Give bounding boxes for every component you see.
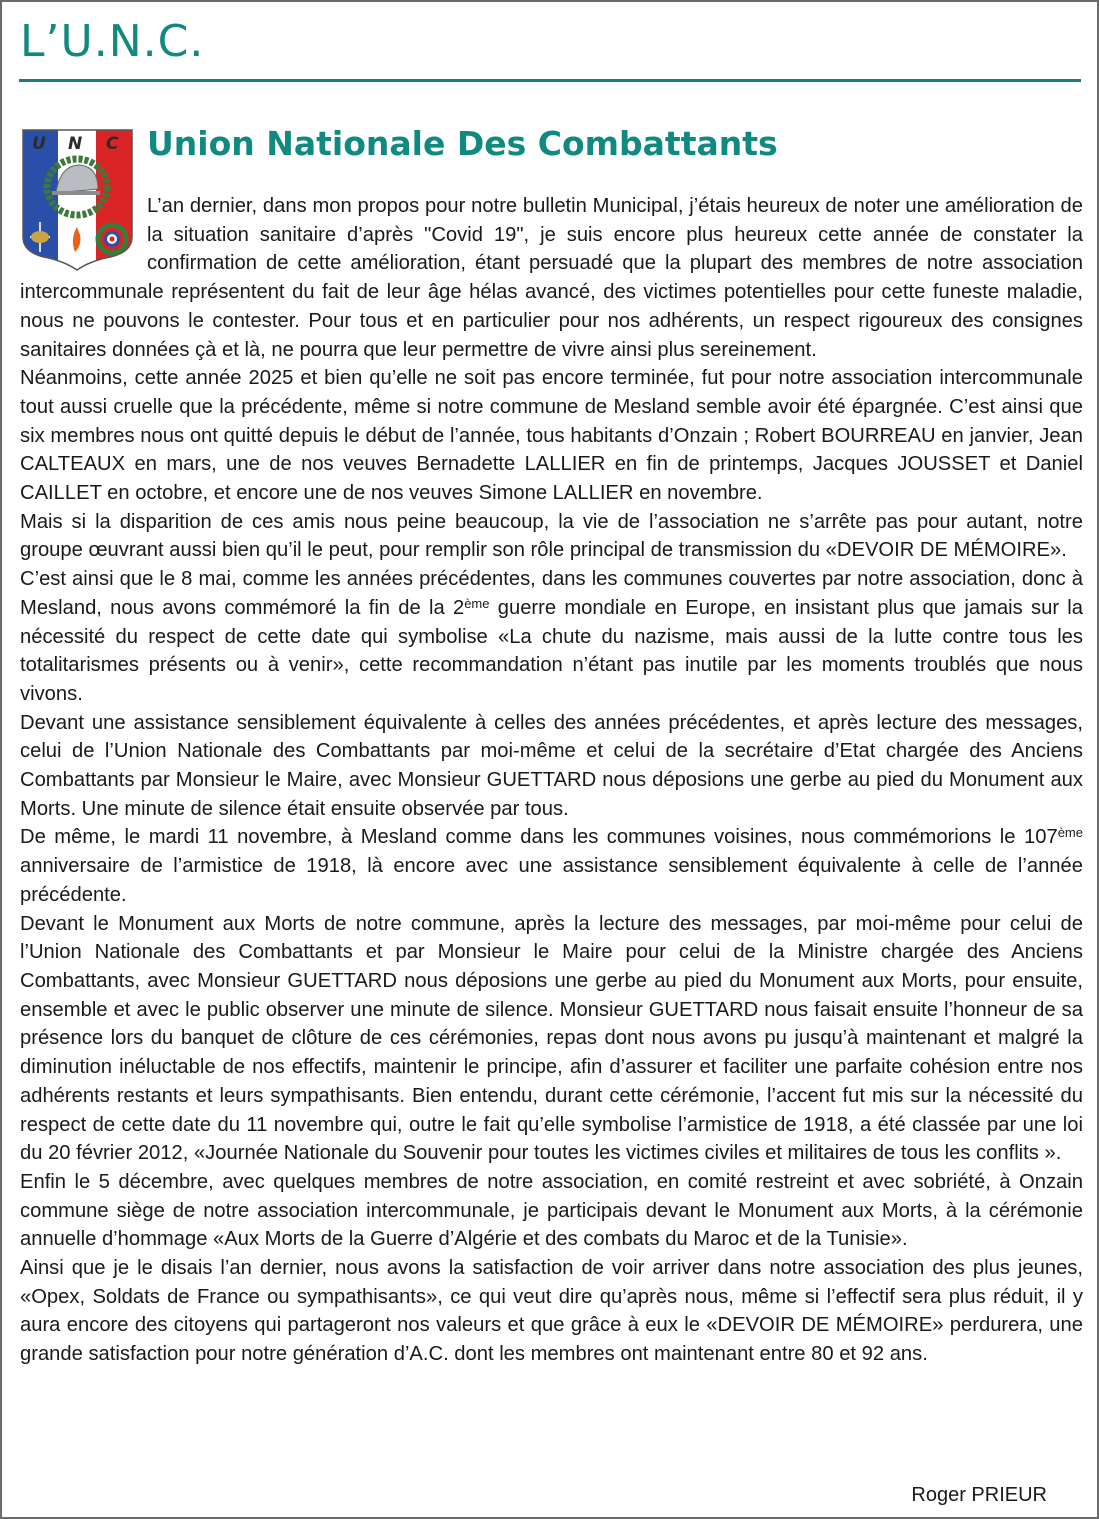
paragraph-6 [20,823,1083,909]
title-divider [19,79,1081,82]
paragraph-text: guerre mondiale en Europe, en insistant plus que jamais sur la nécessité du respect de cette date qui symbolise «La chute du nazisme, mais aussi de la lutte contre tous les totalitarismes présents ou à venir», cette recommandation n’étant pas inutile par les moments troublés que nous vivons. [20,596,1084,705]
ordinal-superscript: ème [1057,825,1083,841]
paragraph-1 [20,192,1083,364]
svg-text:U: U [32,134,46,154]
paragraph-text: De même, le mardi 11 novembre, à Mesland comme dans les communes voisines, nous commémorions le 107 [20,826,1058,849]
author-signature: Roger PRIEUR [911,1484,1047,1506]
paragraph-9 [20,1254,1083,1369]
paragraph-text: Mais si la disparition de ces amis nous peine beaucoup, la vie de l’association ne s’arrête pas pour autant, notre groupe œuvrant aussi bien qu’il le peut, pour remplir son rôle principal de transmission du «DEVOIR DE MÉMOIRE». [20,510,1083,562]
paragraph-text: Ainsi que je le disais l’an dernier, nous avons la satisfaction de voir arriver dans notre association des plus jeunes, «Opex, Soldats de France ou sympathisants», ce qui veut dire qu’après nous, même si l’effectif sera plus réduit, il y aura encore des citoyens qui partageront nos valeurs et que grâce à eux le «DEVOIR DE MÉMOIRE» perdurera, une grande satisfaction pour notre génération d’A.C. dont les membres ont maintenant entre 80 et 92 ans. [20,1257,1083,1366]
ordinal-superscript: ème [464,595,490,611]
article-body [20,192,1083,1369]
paragraph-7 [20,910,1083,1168]
paragraph-text: Devant le Monument aux Morts de notre commune, après la lecture des messages, par moi-même pour celui de l’Union Nationale des Combattants et par Monsieur le Maire pour celui de la Ministre chargée des Anciens Combattants, avec Monsieur GUETTARD nous déposions une gerbe au pied du Monument aux Morts, pour ensuite, ensemble et avec le public observer une minute de silence. Monsieur GUETTARD nous faisait ensuite l’honneur de sa présence lors du banquet de clôture de ces cérémonies, repas dont nous avons pu jusqu’à maintenant et malgré la diminution inéluctable de nos effectifs, maintenir le principe, afin d’assurer et faciliter une parfaite cohésion entre nos adhérents restants et leurs sympathisants. Bien entendu, durant cette cérémonie, l’accent fut mis sur la nécessité du respect de cette date du 11 novembre qui, outre le fait qu’elle symbolise l’armistice de 1918, a été classée par une loi du 20 février 2012, «Journée Nationale du Souvenir pour toutes les victimes civiles et militaires de tous les conflits ». [20,912,1083,1165]
paragraph-3 [20,508,1083,565]
svg-text:N: N [68,134,83,154]
logo-wrap-spacer [20,192,147,278]
article-heading: Union Nationale Des Combattants [147,124,778,163]
paragraph-2 [20,364,1083,508]
paragraph-text: Enfin le 5 décembre, avec quelques membres de notre association, en comité restreint et avec sobriété, à Onzain commune siège de notre association intercommunale, je participais devant le Monument aux Morts, à la cérémonie annuelle d’hommage «Aux Morts de la Guerre d’Algérie et des combats du Maroc et de la Tunisie». [20,1170,1083,1251]
paragraph-text: C’est ainsi que le 8 mai, comme les années précédentes, dans les communes couvertes par notre association, donc à Mesland, nous avons commémoré la fin de la 2 [20,568,1083,619]
paragraph-text: Devant une assistance sensiblement équivalente à celles des années précédentes, et après lecture des messages, celui de l’Union Nationale des Combattants par moi-même et celui de la secrétaire d’Etat chargée des Anciens Combattants par Monsieur le Maire, avec Monsieur GUETTARD nous déposions une gerbe au pied du Monument aux Morts. Une minute de silence était ensuite observée par tous. [20,711,1083,820]
paragraph-text: Néanmoins, cette année 2025 et bien qu’elle ne soit pas encore terminée, fut pour notre association intercommunale tout aussi cruelle que la précédente, même si notre commune de Mesland semble avoir été épargnée. C’est ainsi que six membres nous ont quitté depuis le début de l’année, tous habitants d’Onzain ; Robert BOURREAU en janvier, Jean CALTEAUX en mars, une de nos veuves Bernadette LALLIER en fin de printemps, Jacques JOUSSET et Daniel CAILLET en octobre, et encore une de nos veuves Simone LALLIER en novembre. [20,367,1083,505]
paragraph-5 [20,709,1083,824]
section-title: L’U.N.C. [20,16,205,67]
svg-text:C: C [106,134,119,154]
paragraph-8 [20,1168,1083,1254]
paragraph-4 [20,565,1083,709]
paragraph-text: L’an dernier, dans mon propos pour notre bulletin Municipal, j’étais heureux de noter une amélioration de la situation sanitaire d’après "Covid 19", je suis encore plus heureux cette année de constater la confirmation de cette amélioration, étant persuadé que la plupart des membres de notre association intercommunale représentent du fait de leur âge hélas avancé, des victimes potentielles pour cette funeste maladie, nous ne pouvons le contester. Pour tous et en particulier pour nos adhérents, un respect rigoureux des consignes sanitaires données çà et là, ne pourra que leur permettre de vivre ainsi plus sereinement. [20,195,1083,361]
paragraph-text: anniversaire de l’armistice de 1918, là encore avec une assistance sensiblement équivalente à celle de l’année précédente. [20,855,1083,906]
